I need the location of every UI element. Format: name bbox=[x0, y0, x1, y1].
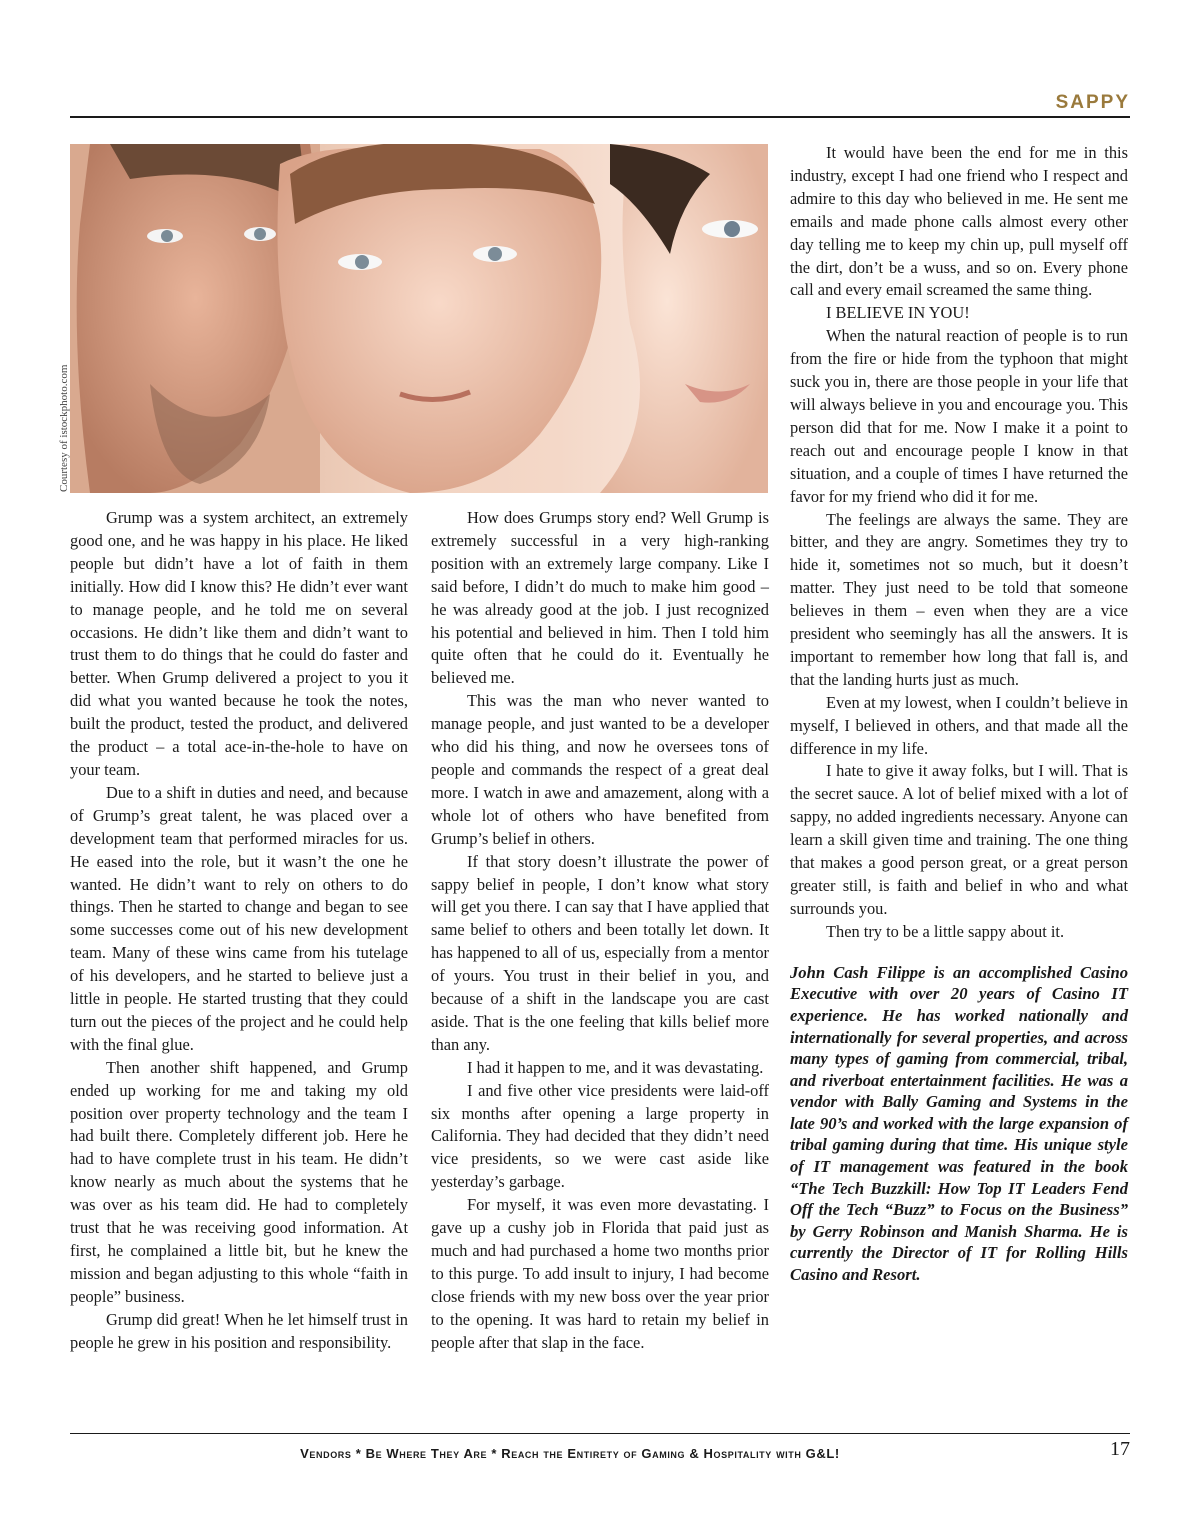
paragraph: Even at my lowest, when I couldn’t believe in myself, I believed in others, and that made all the difference in my life. bbox=[790, 692, 1128, 758]
author-bio: John Cash Filippe is an accomplished Casino Executive with over 20 years of Casino IT experience. He has worked nationally and internationally for several properties, and across many types of gaming from commercial, tribal, and riverboat entertainment facilities. He was a vendor with Bally Gaming and Systems in the late 90’s and worked with the large expansion of tribal gaming during that time. His unique style of IT management was featured in the book “The Tech Buzzkill: How Top IT Leaders Fend Off the Tech “Buzz” to Focus on the Business” by Gerry Robinson and Manish Sharma. He is currently the Director of IT for Rolling Hills Casino and Resort. bbox=[790, 962, 1128, 1285]
three-faces-illustration bbox=[70, 144, 768, 493]
article-column-1 bbox=[70, 507, 408, 1355]
paragraph: Due to a shift in duties and need, and because of Grump’s great talent, he was placed over a development team that performed miracles for us. He eased into the role, but it wasn’t the one he wanted. He didn’t want to rely on others to do things. Then he started to change and began to see some successes come out of his new development team. Many of these wins came from his tutelage of his developers, and he started to believe just a little in people. He started trusting that they could turn out the pieces of the project and he could help with the final glue. bbox=[70, 782, 408, 1054]
footer-tagline: Vendors * Be Where They Are * Reach the Entirety of Gaming & Hospitality with G&L! bbox=[300, 1446, 840, 1461]
page-number: 17 bbox=[1110, 1438, 1130, 1460]
bottom-divider bbox=[70, 1433, 1130, 1434]
paragraph: Then try to be a little sappy about it. bbox=[826, 921, 1065, 941]
article-column-3 bbox=[790, 142, 1128, 1286]
paragraph: For myself, it was even more devastating. I gave up a cushy job in Florida that paid just as much and had purchased a home two months prior to this purge. To add insult to injury, I had become close friends with my new boss over the year prior to the opening. It was hard to retain my belief in people after that slap in the face. bbox=[431, 1195, 769, 1352]
paragraph: When the natural reaction of people is to run from the fire or hide from the typhoon that might suck you in, there are those people in your life that will always believe in you and encourage you. This person did that for me. Now I make it a point to reach out and encourage people I know in that situation, and a couple of times I have returned the favor for my friend who did it for me. bbox=[790, 326, 1128, 506]
photo-credit: Courtesy of istockphoto.com bbox=[58, 364, 70, 492]
paragraph: Grump did great! When he let himself trust in people he grew in his position and responsibility. bbox=[70, 1309, 408, 1352]
paragraph: The feelings are always the same. They are bitter, and they are angry. Sometimes they try to hide it, sometimes not so much, but it doesn’t matter. They just need to be told that someone believes in them – even when they are a vice president who seemingly has all the answers. It is important to remember how long that fall is, and that the landing hurts just as much. bbox=[790, 509, 1128, 689]
article-photo bbox=[70, 144, 768, 493]
article-column-2 bbox=[431, 507, 769, 1355]
paragraph: Grump was a system architect, an extremely good one, and he was happy in his place. He liked people but didn’t have a lot of faith in them initially. How did I know this? He didn’t ever want to manage people, and he told me on several occasions. He didn’t like them and didn’t want to trust them to do things that he could do faster and better. When Grump delivered a project to you it did what you wanted because he took the notes, built the product, tested the product, and delivered the product – a total ace-in-the-hole to have on your team. bbox=[70, 508, 408, 779]
paragraph: I hate to give it away folks, but I will. That is the secret sauce. A lot of belief mixed with a lot of sappy, no added ingredients necessary. Anyone can learn a skill given time and training. The one thing that makes a good person great, or a great person greater still, is faith and belief in who and what surrounds you. bbox=[790, 761, 1128, 918]
section-title: SAPPY bbox=[1055, 92, 1130, 113]
paragraph: I and five other vice presidents were laid-off six months after opening a large property in California. They had decided that they didn’t need vice presidents, so we were cast aside like yesterday’s garbage. bbox=[431, 1080, 769, 1192]
paragraph: If that story doesn’t illustrate the power of sappy belief in people, I don’t know what story will get you there. I can say that I have applied that same belief to others and been totally let down. It has happened to all of us, especially from a mentor of yours. You trust in their belief in you, and because of a shift in the landscape you are cast aside. That is the one feeling that kills belief more than any. bbox=[431, 851, 769, 1054]
paragraph: I BELIEVE IN YOU! bbox=[826, 303, 970, 323]
paragraph: How does Grumps story end? Well Grump is extremely successful in a very high-ranking position with an extremely large company. Like I said before, I didn’t do much to make him good – he was already good at the job. I just recognized his potential and believed in him. Then I told him quite often that he could do it. Eventually he believed me. bbox=[431, 508, 769, 688]
paragraph: I had it happen to me, and it was devastating. bbox=[467, 1057, 764, 1077]
paragraph: It would have been the end for me in this industry, except I had one friend who I respect and admire to this day who believed in me. He sent me emails and made phone calls almost every other day telling me to keep my chin up, pull myself off the dirt, don’t be a wuss, and so on. Every phone call and every email screamed the same thing. bbox=[790, 143, 1128, 300]
top-divider bbox=[70, 116, 1130, 118]
paragraph: This was the man who never wanted to manage people, and just wanted to be a developer who did his thing, and now he oversees tons of people and commands the respect of a great deal more. I watch in awe and amazement, along with a whole lot of others who have benefited from Grump’s belief in others. bbox=[431, 691, 769, 848]
paragraph: Then another shift happened, and Grump ended up working for me and taking my old position over property technology and the team I had built there. Completely different job. Here he had to have complete trust in his team. He didn’t know nearly as much about the systems that he was over as his team did. He had to completely trust that he was receiving good information. At first, he complained a little bit, but he knew the mission and began adjusting to this whole “faith in people” business. bbox=[70, 1057, 408, 1306]
